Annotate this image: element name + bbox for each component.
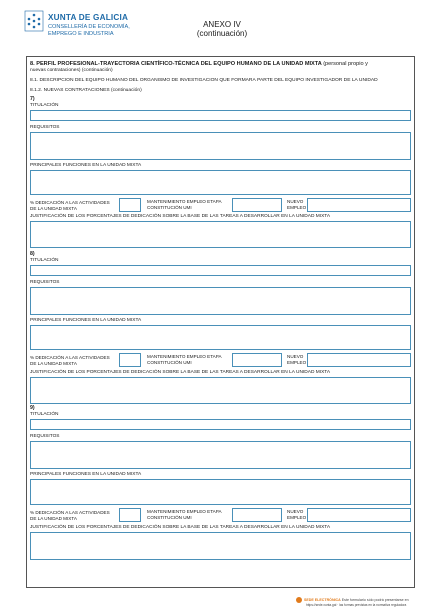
justificacion-label: JUSTIFICACIÓN DE LOS PORCENTAJES DE DEDICACIÓN SOBRE LA BASE DE LAS TAREAS A DESARROLLAR EN LA UNIDAD MIXTA [30, 370, 331, 375]
annex-title: ANEXO IV [203, 20, 241, 29]
titulacion-label: TITULACIÓN [30, 258, 59, 263]
nuevo-empleo-field[interactable] [307, 508, 411, 522]
justificacion-field[interactable] [30, 377, 411, 404]
block-number: 9) [30, 405, 35, 411]
titulacion-field[interactable] [30, 419, 411, 430]
dedicacion-label-2: DE LA UNIDAD MIXTA [30, 206, 77, 211]
titulacion-field[interactable] [30, 110, 411, 121]
dedicacion-field[interactable] [119, 353, 141, 367]
nuevo-empleo-label-2: EMPLEO [287, 515, 307, 520]
justificacion-field[interactable] [30, 221, 411, 248]
department-line-2: EMPREGO E INDUSTRIA [48, 31, 114, 37]
subsection-8-1-2: 8.1.2. NUEVAS CONTRATACIONES (continuación) [30, 88, 142, 93]
mantenimiento-field[interactable] [232, 353, 282, 367]
dedicacion-label-2: DE LA UNIDAD MIXTA [30, 361, 77, 366]
mantenimiento-label-1: MANTENIMIENTO EMPLEO ETAPA [147, 199, 222, 204]
subsection-8-1: 8.1. DESCRIPCIÓN DEL EQUIPO HUMANO DEL ORGANISMO DE INVESTIGACIÓN QUE FORMARÁ PARTE DEL EQUIPO INVESTIGADOR DE LA UNIDAD [30, 78, 378, 83]
annex-subtitle: (continuación) [196, 29, 248, 38]
section-title-line-2: nuevas contrataciones) (continuación) [30, 68, 113, 73]
justificacion-field[interactable] [30, 532, 411, 560]
mantenimiento-label-2: CONSTITUCIÓN UMI [147, 515, 192, 520]
nuevo-empleo-label-1: NUEVO [287, 199, 304, 204]
dedicacion-label-1: % DEDICACIÓN A LAS ACTIVIDADES [30, 510, 110, 515]
block-number: 8) [30, 251, 35, 257]
mantenimiento-field[interactable] [232, 508, 282, 522]
funciones-label: PRINCIPALES FUNCIONES EN LA UNIDAD MIXTA [30, 472, 142, 477]
nuevo-empleo-field[interactable] [307, 198, 411, 212]
galicia-cross-icon [24, 10, 44, 32]
funciones-field[interactable] [30, 170, 411, 195]
titulacion-field[interactable] [30, 265, 411, 276]
dedicacion-field[interactable] [119, 508, 141, 522]
section-title [30, 61, 412, 68]
dedicacion-label-1: % DEDICACIÓN A LAS ACTIVIDADES [30, 200, 110, 205]
titulacion-label: TITULACIÓN [30, 103, 59, 108]
nuevo-empleo-label-1: NUEVO [287, 509, 304, 514]
titulacion-label: TITULACIÓN [30, 412, 59, 417]
funciones-field[interactable] [30, 325, 411, 350]
justificacion-label: JUSTIFICACIÓN DE LOS PORCENTAJES DE DEDICACIÓN SOBRE LA BASE DE LAS TAREAS A DESARROLLAR EN LA UNIDAD MIXTA [30, 525, 331, 530]
nuevo-empleo-field[interactable] [307, 353, 411, 367]
requisitos-field[interactable] [30, 287, 411, 315]
nuevo-empleo-label-2: EMPLEO [287, 205, 307, 210]
xunta-logo [24, 10, 44, 32]
requisitos-field[interactable] [30, 132, 411, 160]
footer-brand: SEDE ELECTRÓNICA [304, 597, 341, 602]
section-title-normal: (personal propio y [323, 61, 368, 67]
requisitos-field[interactable] [30, 441, 411, 469]
dedicacion-label-2: DE LA UNIDAD MIXTA [30, 516, 77, 521]
dedicacion-label-1: % DEDICACIÓN A LAS ACTIVIDADES [30, 355, 110, 360]
block-number: 7) [30, 96, 35, 102]
mantenimiento-label-2: CONSTITUCIÓN UMI [147, 360, 192, 365]
dedicacion-field[interactable] [119, 198, 141, 212]
mantenimiento-field[interactable] [232, 198, 282, 212]
requisitos-label: REQUISITOS [30, 280, 60, 285]
funciones-label: PRINCIPALES FUNCIONES EN LA UNIDAD MIXTA [30, 318, 142, 323]
footer-line-1: Este formulario sólo podrá presentarse en [341, 597, 409, 602]
requisitos-label: REQUISITOS [30, 125, 60, 130]
funciones-label: PRINCIPALES FUNCIONES EN LA UNIDAD MIXTA [30, 163, 142, 168]
sede-seal-icon [296, 597, 302, 603]
mantenimiento-label-1: MANTENIMIENTO EMPLEO ETAPA [147, 354, 222, 359]
funciones-field[interactable] [30, 479, 411, 505]
nuevo-empleo-label-1: NUEVO [287, 354, 304, 359]
brand-name: XUNTA DE GALICIA [48, 13, 129, 22]
justificacion-label: JUSTIFICACIÓN DE LOS PORCENTAJES DE DEDICACIÓN SOBRE LA BASE DE LAS TAREAS A DESARROLLAR EN LA UNIDAD MIXTA [30, 214, 331, 219]
nuevo-empleo-label-2: EMPLEO [287, 360, 307, 365]
mantenimiento-label-1: MANTENIMIENTO EMPLEO ETAPA [147, 509, 222, 514]
mantenimiento-label-2: CONSTITUCIÓN UMI [147, 205, 192, 210]
requisitos-label: REQUISITOS [30, 434, 60, 439]
department-line-1: CONSELLERÍA DE ECONOMÍA, [48, 24, 130, 30]
section-title-bold: 8. PERFIL PROFESIONAL-TRAYECTORIA CIENTÍFICO-TÉCNICA DEL EQUIPO HUMANO DE LA UNIDAD MIXTA [30, 61, 322, 67]
footer-line-2: https://sede.xunta.gal · las formas previstas en la normativa reguladora [306, 603, 407, 607]
